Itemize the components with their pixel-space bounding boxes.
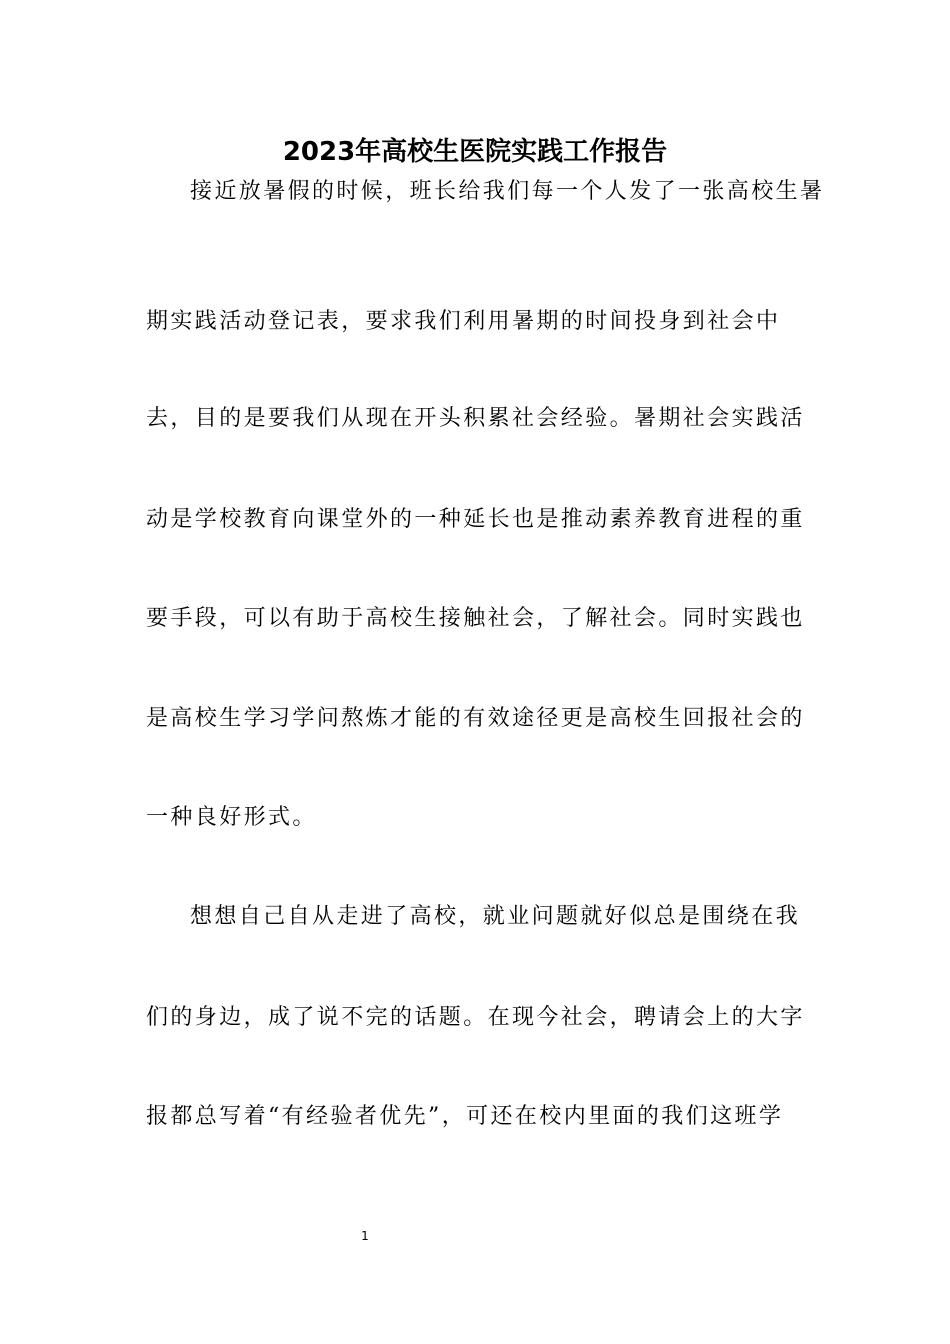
paragraph-1-line-1: 接近放暑假的时候，班长给我们每一个人发了一张高校生暑	[190, 179, 825, 204]
paragraph-2-line-3: 报都总写着“有经验者优先”，可还在校内里面的我们这班学	[146, 1104, 784, 1129]
paragraph-2-line-1: 想想自己自从走进了高校，就业问题就好似总是围绕在我	[190, 904, 801, 929]
paragraph-1-line-5: 要手段，可以有助于高校生接触社会，了解社会。同时实践也	[146, 606, 805, 631]
document-title: 2023年高校生医院实践工作报告	[282, 137, 668, 167]
paragraph-1-line-7: 一种良好形式。	[146, 805, 317, 830]
paragraph-1-line-4: 动是学校教育向课堂外的一种延长也是推动素养教育进程的重	[146, 507, 805, 532]
paragraph-1-line-6: 是高校生学习学问熬炼才能的有效途径更是高校生回报社会的	[146, 706, 805, 731]
paragraph-2-line-2: 们的身边，成了说不完的话题。在现今社会，聘请会上的大字	[146, 1005, 805, 1030]
paragraph-1-line-3: 去，目的是要我们从现在开头积累社会经验。暑期社会实践活	[146, 406, 805, 431]
page-number: 1	[361, 1229, 369, 1243]
paragraph-1-line-2: 期实践活动登记表，要求我们利用暑期的时间投身到社会中	[146, 309, 781, 334]
